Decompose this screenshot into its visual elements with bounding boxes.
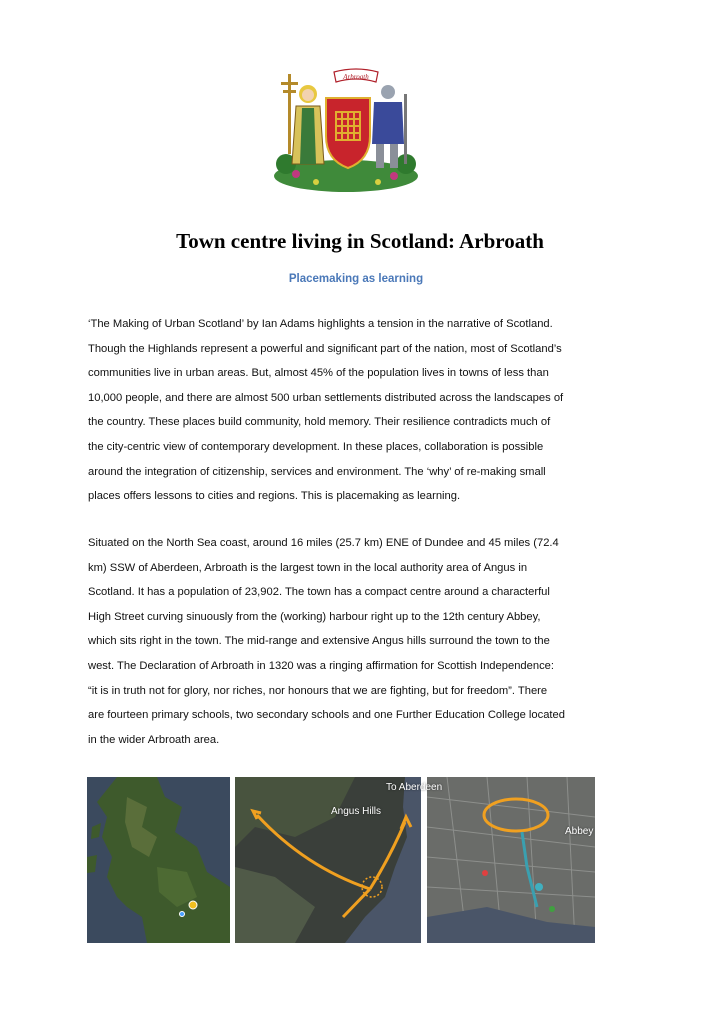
- paragraph-line: west. The Declaration of Arbroath in 1320 was a ringing affirmation for Scottish Independence:: [88, 659, 555, 672]
- crest-banner-text: Arbroath: [343, 73, 369, 81]
- intro-paragraph: [88, 312, 628, 509]
- paragraph-line: communities live in urban areas. But, almost 45% of the population lives in towns of less than: [88, 367, 549, 380]
- paragraph-line: “it is in truth not for glory, nor riches, nor honours that we are fighting, but for freedom”. There: [88, 684, 548, 697]
- paragraph-line: High Street curving sinuously from the (working) harbour right up to the 12th century Abbey,: [88, 610, 541, 623]
- paragraph-line: Situated on the North Sea coast, around 16 miles (25.7 km) ENE of Dundee and 45 miles (72.4: [88, 537, 559, 549]
- paragraph-line: places offers lessons to cities and regions. This is placemaking as learning.: [88, 490, 461, 503]
- page-title: Town centre living in Scotland: Arbroath: [176, 229, 544, 253]
- paragraph-line: the country. These places build community, hold memory. Their resilience contradicts much of: [88, 416, 551, 429]
- paragraph-line: around the integration of citizenship, services and environment. The ‘why’ of re-making small: [88, 465, 546, 478]
- paragraph-line: which sits right in the town. The mid-range and extensive Angus hills surround the town to the: [88, 635, 550, 648]
- arbroath-crest-logo: [266, 64, 426, 194]
- to-aberdeen-label: To Aberdeen: [386, 782, 443, 793]
- page-subtitle: Placemaking as learning: [288, 273, 424, 285]
- arbroath-town-map-image: [427, 777, 595, 943]
- arbroath-paragraph: [88, 531, 628, 752]
- scotland-map-image: [87, 777, 230, 943]
- angus-hills-label: Angus Hills: [331, 806, 382, 817]
- paragraph-line: Though the Highlands represent a powerful and significant part of the nation, most of Scotland’s: [88, 342, 562, 355]
- angus-region-map-image: [235, 777, 421, 943]
- paragraph-line: ‘The Making of Urban Scotland’ by Ian Adams highlights a tension in the narrative of Scotland.: [88, 318, 553, 330]
- paragraph-line: 10,000 people, and there are almost 500 urban settlements distributed across the landscapes of: [88, 391, 564, 404]
- paragraph-line: in the wider Arbroath area.: [88, 733, 220, 746]
- paragraph-line: km) SSW of Aberdeen, Arbroath is the largest town in the local authority area of Angus in: [88, 561, 528, 574]
- abbey-label: Abbey: [565, 826, 594, 837]
- paragraph-line: Scotland. It has a population of 23,902. The town has a compact centre around a characterful: [88, 586, 550, 599]
- paragraph-line: are fourteen primary schools, two secondary schools and one Further Education College located: [88, 709, 565, 722]
- paragraph-line: the city-centric view of contemporary development. In these places, collaboration is possible: [88, 440, 544, 453]
